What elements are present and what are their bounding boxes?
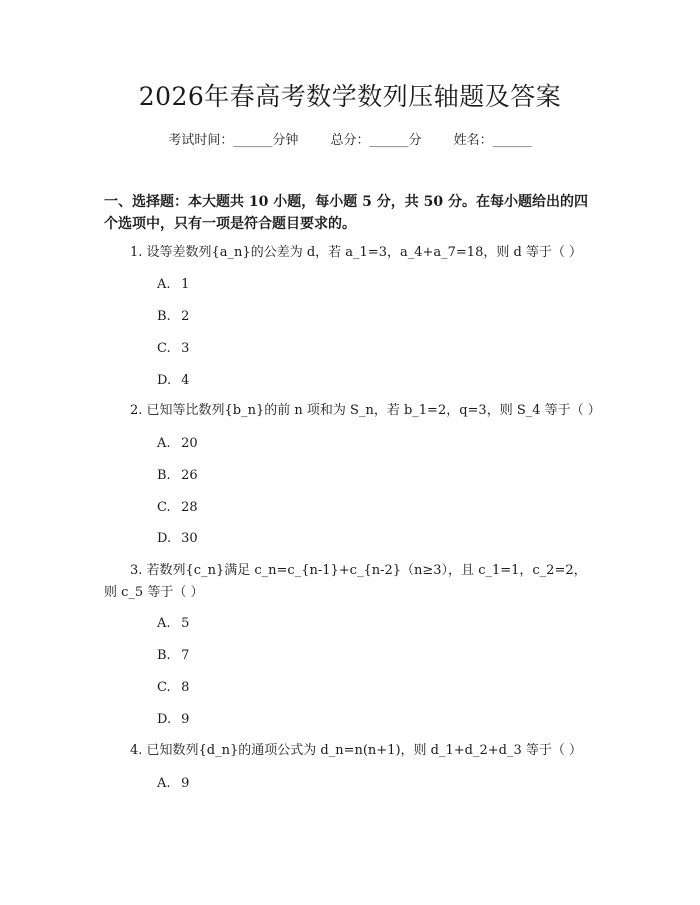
option-text: 9 [181, 712, 190, 727]
option-text: 1 [181, 277, 190, 292]
option-letter: D. [157, 712, 172, 727]
option-letter: C. [157, 341, 171, 356]
answer-option [157, 276, 189, 294]
answer-option [157, 711, 189, 729]
answer-option [157, 615, 189, 633]
exam-info-line [0, 132, 700, 150]
exam-time-field: 考试时间：______分钟 [168, 133, 299, 148]
option-text: 30 [181, 531, 198, 546]
total-score-field: 总分：______分 [330, 133, 422, 148]
option-letter: B. [157, 309, 171, 324]
option-text: 5 [181, 616, 190, 631]
option-letter: A. [157, 776, 171, 791]
option-text: 7 [181, 648, 190, 663]
answer-option [157, 775, 189, 793]
option-text: 20 [181, 436, 198, 451]
answer-option [157, 372, 189, 390]
question-stem: 1. 设等差数列{a_n}的公差为 d，若 a_1=3，a_4+a_7=18，则 d 等于（ ） [130, 245, 583, 260]
option-letter: B. [157, 468, 171, 483]
option-text: 4 [181, 373, 190, 388]
student-name-field: 姓名：______ [453, 133, 532, 148]
option-letter: A. [157, 277, 171, 292]
option-letter: C. [157, 500, 171, 515]
option-text: 3 [181, 341, 190, 356]
question-stem: 2. 已知等比数列{b_n}的前 n 项和为 S_n，若 b_1=2，q=3，则 S_4 等于（ ） [130, 403, 601, 418]
option-text: 8 [181, 680, 190, 695]
answer-option [157, 340, 189, 358]
question-stem: 4. 已知数列{d_n}的通项公式为 d_n=n(n+1)，则 d_1+d_2+d_3 等于（ ） [130, 743, 583, 758]
answer-option [157, 679, 189, 697]
section-heading-choice: 一、选择题：本大题共 10 小题，每小题 5 分，共 50 分。在每小题给出的四个选项中，只有一项是符合题目要求的。 [104, 194, 588, 232]
option-letter: A. [157, 436, 171, 451]
option-text: 2 [181, 309, 190, 324]
option-text: 9 [181, 776, 190, 791]
answer-option [157, 308, 189, 326]
answer-option [157, 530, 198, 548]
option-text: 28 [181, 500, 198, 515]
answer-option [157, 435, 198, 453]
option-letter: D. [157, 373, 172, 388]
answer-option [157, 467, 198, 485]
page-title: 2026年春高考数学数列压轴题及答案 [138, 82, 562, 111]
option-letter: C. [157, 680, 171, 695]
answer-option [157, 647, 189, 665]
question-stem: 3. 若数列{c_n}满足 c_n=c_{n-1}+c_{n-2}（n≥3），且 c_1=1，c_2=2，则 c_5 等于（ ） [104, 563, 587, 600]
option-letter: A. [157, 616, 171, 631]
option-letter: B. [157, 648, 171, 663]
option-text: 26 [181, 468, 198, 483]
option-letter: D. [157, 531, 172, 546]
answer-option [157, 499, 198, 517]
